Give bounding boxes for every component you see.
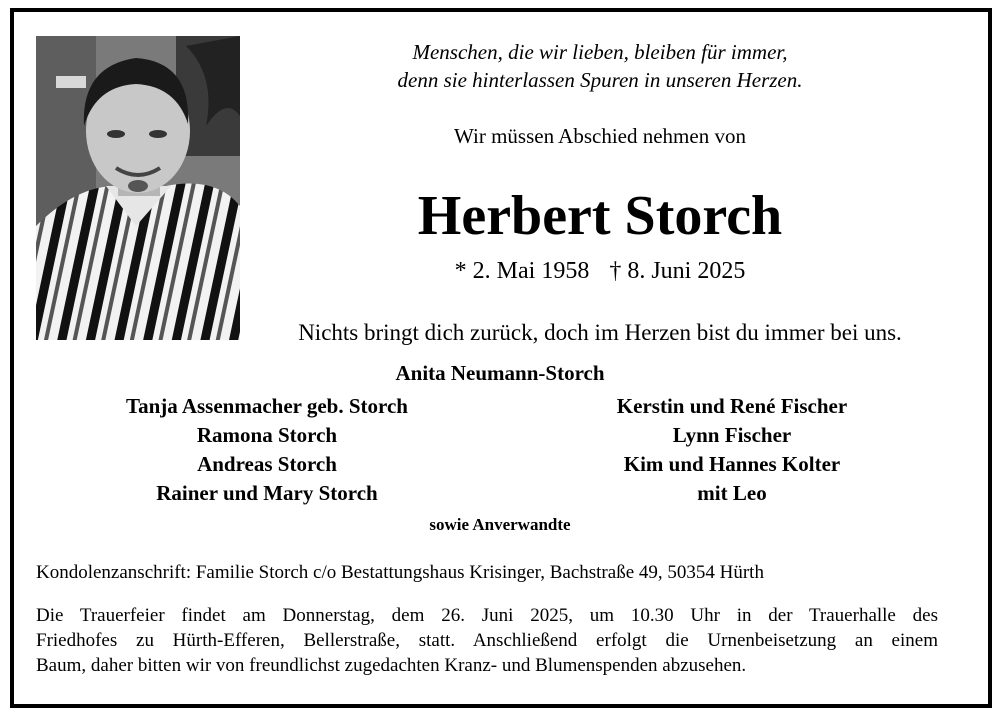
ceremony-line: Friedhofes zu Hürth-Efferen, Bellerstraße, statt. Anschließend erfolgt die Urnenbeisetzung an einem xyxy=(36,630,938,651)
birth-date: * 2. Mai 1958 xyxy=(454,258,590,284)
family-member: mit Leo xyxy=(697,481,767,505)
quote-line-2: denn sie hinterlassen Spuren in unseren Herzen. xyxy=(397,68,803,92)
ceremony-line: Die Trauerfeier findet am Donnerstag, dem 26. Juni 2025, um 10.30 Uhr in der Trauerhalle des xyxy=(36,605,938,626)
family-member: Rainer und Mary Storch xyxy=(156,481,378,505)
quote-line-1: Menschen, die wir lieben, bleiben für immer, xyxy=(412,40,788,64)
family-list-left xyxy=(67,392,467,508)
deceased-name: Herbert Storch xyxy=(417,185,783,247)
family-list-right xyxy=(532,392,932,508)
memorial-quote xyxy=(250,38,950,94)
portrait-photo xyxy=(36,36,240,340)
ceremony-line: Baum, daher bitten wir von freundlichst zugedachten Kranz- und Blumenspenden abzusehen. xyxy=(36,655,747,676)
farewell-text: Wir müssen Abschied nehmen von xyxy=(454,124,746,148)
life-dates xyxy=(250,256,950,286)
family-member: Kerstin und René Fischer xyxy=(616,394,848,418)
ceremony-details xyxy=(36,603,938,678)
death-date: † 8. Juni 2025 xyxy=(609,258,746,284)
family-head-name: Anita Neumann-Storch xyxy=(395,361,605,385)
motto-line: Nichts bringt dich zurück, doch im Herzen bist du immer bei uns. xyxy=(298,320,902,345)
condolence-address: Kondolenzanschrift: Familie Storch c/o Bestattungshaus Krisinger, Bachstraße 49, 50354 Hürth xyxy=(36,562,764,583)
family-member: Ramona Storch xyxy=(196,423,338,447)
family-member: Tanja Assenmacher geb. Storch xyxy=(126,394,408,418)
family-member: Andreas Storch xyxy=(197,452,337,476)
family-member: Lynn Fischer xyxy=(672,423,792,447)
relatives-note: sowie Anverwandte xyxy=(429,515,571,534)
family-member: Kim und Hannes Kolter xyxy=(623,452,841,476)
